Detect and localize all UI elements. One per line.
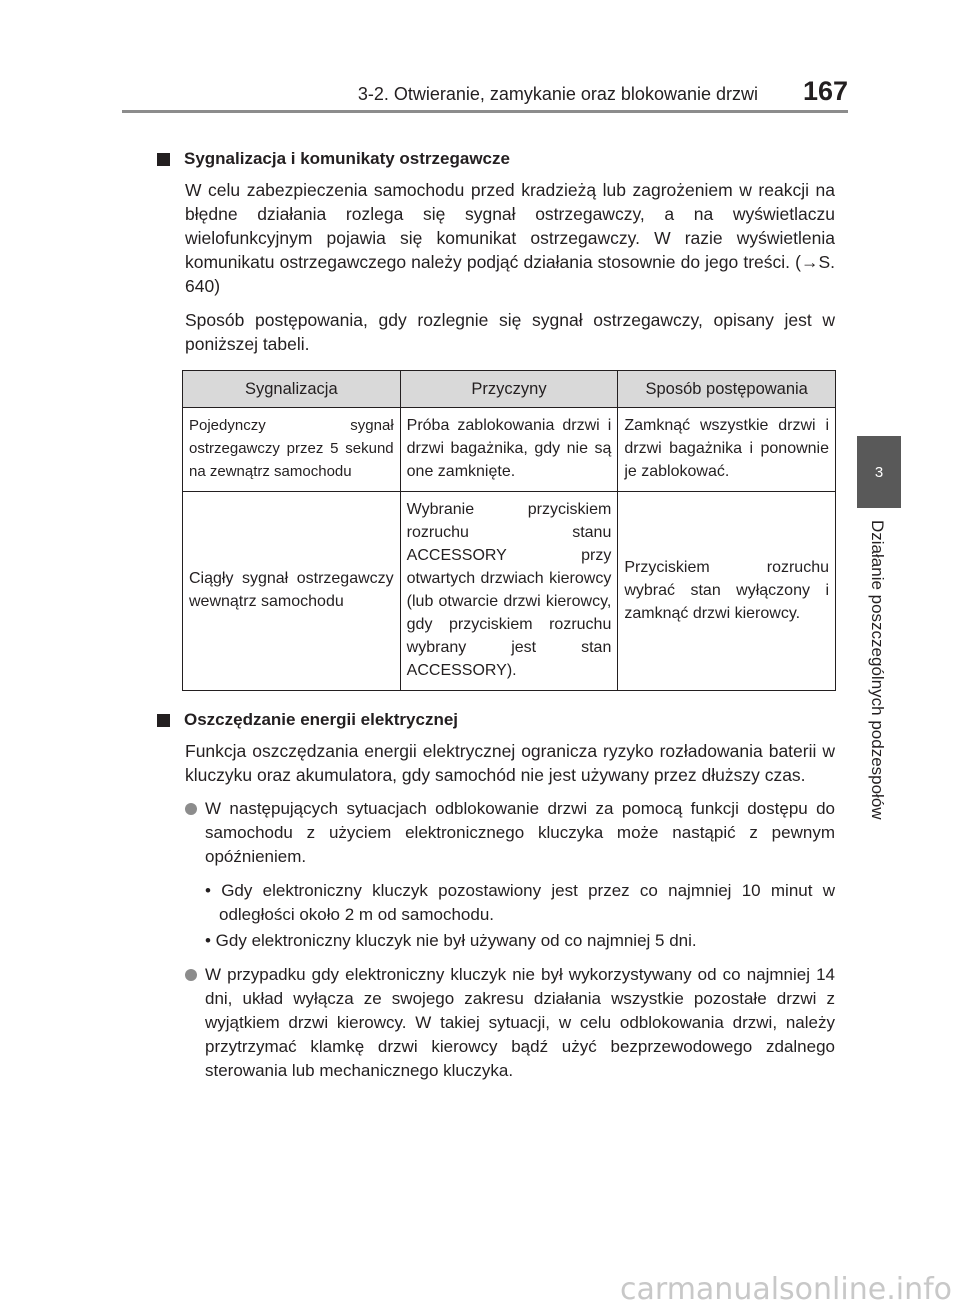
table-header-cell: Przyczyny <box>400 371 618 408</box>
bullet-item <box>185 797 835 869</box>
paragraph: W celu zabezpieczenia samochodu przed kradzieżą lub zagrożeniem w reakcji na błędne działania rozlega się sygnał ostrzegawczy, a na wyświetlaczu wielofunkcyjnym pojawia się komunikat ostrzegawczy. W razie wyświetlenia komunikatu ostrzegawczego należy podjąć działania stosownie do jego treści. (→S. 640) <box>185 180 835 296</box>
table-cell: Ciągły sygnał ostrzegawczy wewnątrz samochodu <box>183 492 401 691</box>
bullet-item <box>185 963 835 1083</box>
section-heading-signals <box>157 148 835 170</box>
table-row <box>183 492 836 691</box>
warning-signals-table <box>182 370 836 691</box>
watermark: carmanualsonline.info <box>620 1272 952 1307</box>
table-cell: Zamknąć wszystkie drzwi i drzwi bagażnika i ponownie je zablokować. <box>618 408 836 492</box>
circle-bullet-icon <box>185 803 197 815</box>
table-cell: Próba zablokowania drzwi i drzwi bagażnika, gdy nie są one zamknięte. <box>400 408 618 492</box>
paragraph: Funkcja oszczędzania energii elektrycznej ogranicza ryzyko rozładowania baterii w kluczyku oraz akumulatora, gdy samochód nie jest używany przez dłuższy czas. <box>185 741 835 785</box>
table-header-cell: Sposób postępowania <box>618 371 836 408</box>
sub-list-item: • Gdy elektroniczny kluczyk pozostawiony jest przez co najmniej 10 minut w odległości około 2 m od samochodu. <box>205 881 835 924</box>
circle-bullet-icon <box>185 969 197 981</box>
sub-list <box>205 879 835 953</box>
section-heading-power-saving <box>157 709 835 731</box>
table-cell: Przyciskiem rozruchu wybrać stan wyłączony i zamknąć drzwi kierowcy. <box>618 492 836 691</box>
table-header-cell: Sygnalizacja <box>183 371 401 408</box>
square-bullet-icon <box>157 714 170 727</box>
section-title: 3-2. Otwieranie, zamykanie oraz blokowanie drzwi <box>357 84 758 104</box>
section-heading-text: Sygnalizacja i komunikaty ostrzegawcze <box>184 149 510 168</box>
table-header-row <box>183 371 836 408</box>
table-row <box>183 408 836 492</box>
page-content <box>157 148 835 1093</box>
sub-list-item: • Gdy elektroniczny kluczyk nie był używany od co najmniej 5 dni. <box>205 931 697 950</box>
page-number: 167 <box>802 76 848 106</box>
section-heading-text: Oszczędzanie energii elektrycznej <box>184 710 459 729</box>
page-header <box>122 76 848 113</box>
bullet-text: W następujących sytuacjach odblokowanie drzwi za pomocą funkcji dostępu do samochodu z użyciem elektronicznego kluczyka może nastąpić z pewnym opóźnieniem. <box>205 799 835 866</box>
square-bullet-icon <box>157 153 170 166</box>
chapter-tab <box>857 436 901 508</box>
chapter-title-container <box>862 520 892 860</box>
table-cell: Wybranie przyciskiem rozruchu stanu ACCESSORY przy otwartych drzwiach kierowcy (lub otwarcie drzwi kierowcy, gdy przyciskiem rozruchu wybrany jest stan ACCESSORY). <box>400 492 618 691</box>
chapter-number: 3 <box>874 463 884 481</box>
table-cell: Pojedynczy sygnał ostrzegawczy przez 5 sekund na zewnątrz samochodu <box>183 408 401 492</box>
paragraph: Sposób postępowania, gdy rozlegnie się sygnał ostrzegawczy, opisany jest w poniższej tabeli. <box>185 310 835 354</box>
chapter-title: Działanie poszczególnych podzespołów <box>868 520 887 820</box>
bullet-text: W przypadku gdy elektroniczny kluczyk nie był wykorzystywany od co najmniej 14 dni, układ wyłącza ze swojego zakresu działania wszystkie pozostałe drzwi z wyjątkiem drzwi kierowcy. W takiej sytuacji, w celu odblokowania drzwi, należy przytrzymać klamkę drzwi kierowcy bądź użyć bezprzewodowego zdalnego sterowania lub mechanicznego kluczyka. <box>205 965 835 1080</box>
